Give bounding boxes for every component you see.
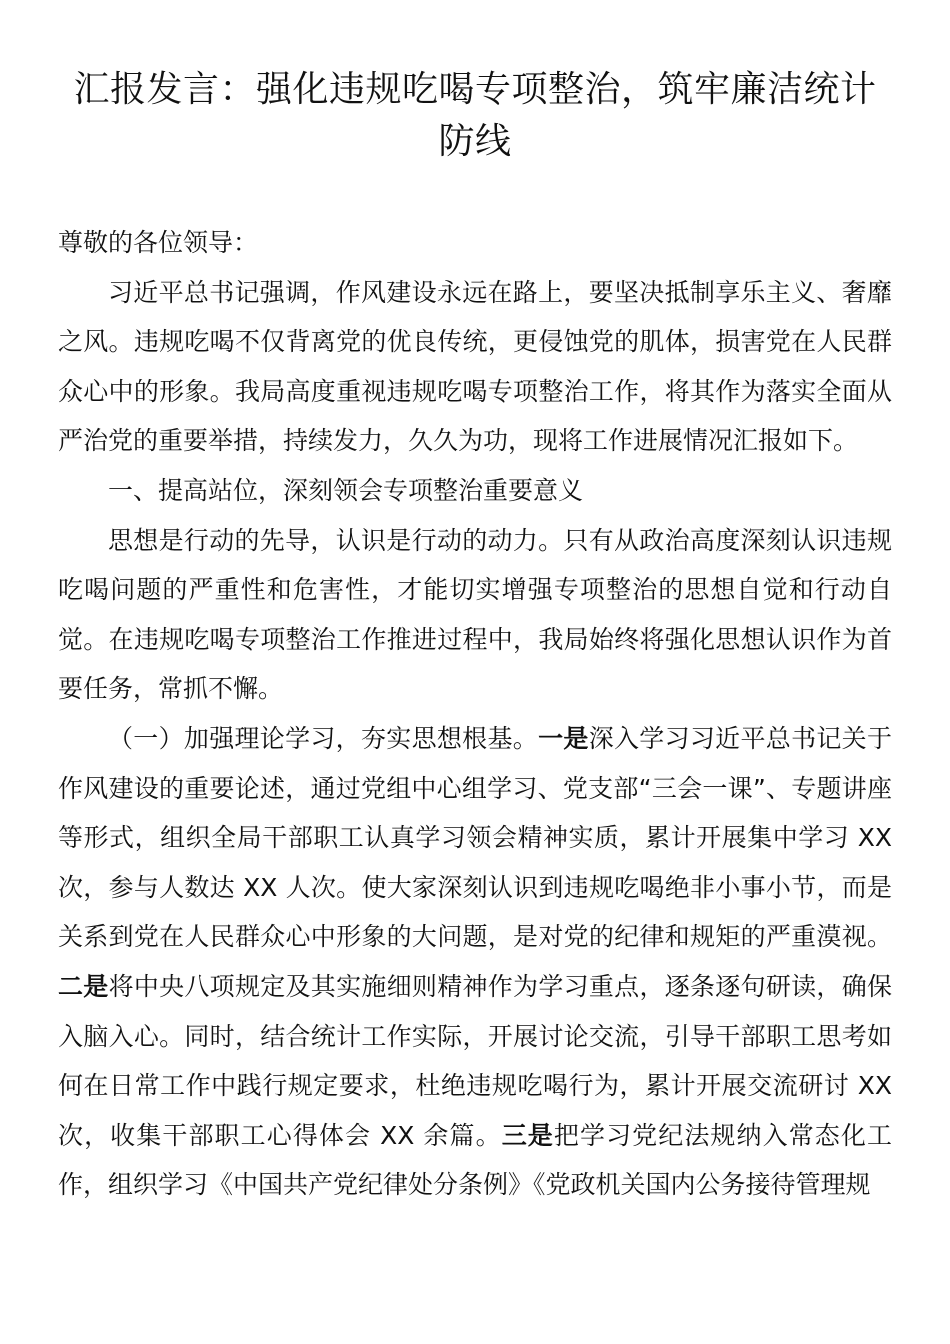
paragraph-subsection-1: [58, 714, 892, 1210]
point-one-label: 一是: [538, 723, 589, 753]
point-two-label: 二是: [58, 971, 109, 1001]
salutation: 尊敬的各位领导：: [58, 228, 259, 257]
document-title: 汇报发言：强化违规吃喝专项整治，筑牢廉洁统计防线: [73, 69, 877, 162]
section-heading-1: 一、提高站位，深刻领会专项整治重要意义: [108, 475, 584, 505]
paragraph-intro: 习近平总书记强调，作风建设永远在路上，要坚决抵制享乐主义、奢靡之风。违规吃喝不仅背离党的优良传统，更侵蚀党的肌体，损害党在人民群众心中的形象。我局高度重视违规吃喝专项整治工作，将其作为落实全面从严治党的重要举措，持续发力，久久为功，现将工作进展情况汇报如下。: [58, 277, 892, 456]
document-body: [58, 218, 892, 1210]
subsection-heading: （一）加强理论学习，夯实思想根基。: [108, 723, 539, 753]
point-three-text: 把学习党纪法规纳入常态化工作，组织学习《中国共产党纪律处分条例》《党政机关国内公务接待管理规: [58, 1120, 892, 1200]
point-two-text: 将中央八项规定及其实施细则精神作为学习重点，逐条逐句研读，确保入脑入心。同时，结合统计工作实际，开展讨论交流，引导干部职工思考如何在日常工作中践行规定要求，杜绝违规吃喝行为，累计开展交流研讨 XX 次，收集干部职工心得体会 XX 余篇。: [58, 971, 892, 1150]
point-one-text: 深入学习习近平总书记关于作风建设的重要论述，通过党组中心组学习、党支部“三会一课”、专题讲座等形式，组织全局干部职工认真学习领会精神实质，累计开展集中学习 XX 次，参与人数达 XX 人次。使大家深刻认识到违规吃喝绝非小事小节，而是关系到党在人民群众心中形象的大问题，是对党的纪律和规矩的严重漠视。: [58, 723, 892, 952]
point-three-label: 三是: [501, 1120, 554, 1150]
paragraph-section-1: 思想是行动的先导，认识是行动的动力。只有从政治高度深刻认识违规吃喝问题的严重性和危害性，才能切实增强专项整治的思想自觉和行动自觉。在违规吃喝专项整治工作推进过程中，我局始终将强化思想认识作为首要任务，常抓不懈。: [58, 525, 892, 704]
